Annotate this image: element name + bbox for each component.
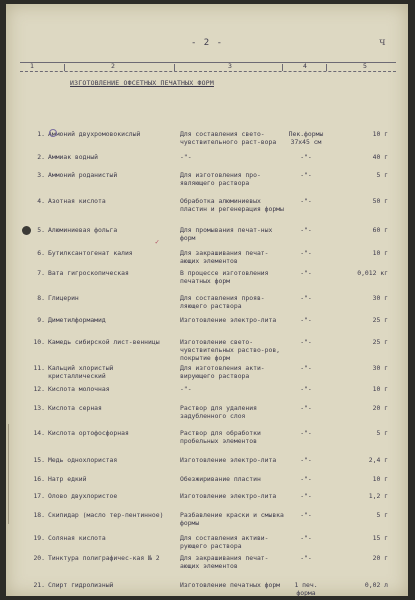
measure-unit: -"- [300, 385, 312, 393]
column-separator [174, 64, 175, 71]
row-number: 21. [33, 581, 45, 589]
usage-purpose: Обработка алюминиевых пластин и регенерация формы [180, 197, 284, 213]
quantity: 5 г [376, 171, 388, 179]
measure-unit: -"- [300, 534, 312, 542]
material-name: Аммиак водный [48, 153, 99, 161]
usage-purpose: Для закрашивания печат-ающих элементов [180, 249, 269, 265]
usage-purpose: Для составления свето-чувствительного раст-вора [180, 130, 277, 146]
quantity: 10 г [372, 130, 388, 138]
usage-purpose: Для изготовления акти-вирующего раствора [180, 364, 265, 380]
binder-hole [22, 226, 31, 235]
page-edge-shadow [8, 424, 14, 524]
corner-mark: ч [379, 37, 386, 48]
quantity: 0,02 л [364, 581, 388, 589]
quantity: 25 г [372, 316, 388, 324]
material-name: Тинктура полиграфичес-кая № 2 [48, 554, 160, 562]
material-name: Бутилксантогенат калия [48, 249, 133, 257]
usage-purpose: Для составления прояв-ляющего раствора [180, 294, 265, 310]
quantity: 30 г [372, 294, 388, 302]
section-heading: ИЗГОТОВЛЕНИЕ ОФСЕТНЫХ ПЕЧАТНЫХ ФОРМ [70, 79, 214, 87]
material-name: Глицерин [48, 294, 79, 302]
measure-unit: -"- [300, 475, 312, 483]
usage-purpose: Обезжиривание пластин [180, 475, 261, 483]
usage-purpose: Для промывания печат-ных форм [180, 226, 273, 242]
quantity: 60 г [372, 226, 388, 234]
material-name: Алюминиевая фольга [48, 226, 118, 234]
usage-purpose: Раствор для обработки пробельных элементов [180, 429, 261, 445]
measure-unit: -"- [300, 511, 312, 519]
measure-unit: -"- [300, 338, 312, 346]
row-number: 18. [33, 511, 45, 519]
column-number-2: 2 [111, 62, 115, 70]
usage-purpose: Разбавление краски и смывка формы [180, 511, 284, 527]
material-name: Камедь сибирской лист-венницы [48, 338, 160, 346]
usage-purpose: -"- [180, 153, 192, 161]
usage-purpose: Для изготовления про-являющего раствора [180, 171, 261, 187]
column-separator [326, 64, 327, 71]
header-rule-top [20, 62, 396, 63]
measure-unit: -"- [300, 294, 312, 302]
row-number: 7. [37, 269, 45, 277]
material-name: Кальций хлористый кристаллический [48, 364, 114, 380]
document-page [6, 4, 408, 596]
material-name: Кислота молочная [48, 385, 110, 393]
material-name: Аммоний роданистый [48, 171, 118, 179]
material-name: Кислота серная [48, 404, 102, 412]
quantity: 5 г [376, 511, 388, 519]
page-number: - 2 - [190, 38, 224, 48]
usage-purpose: Изготовление электро-лита [180, 456, 277, 464]
row-number: 9. [37, 316, 45, 324]
row-number: 19. [33, 534, 45, 542]
material-name: Кислота ортофосфорная [48, 429, 129, 437]
usage-purpose: Изготовление электро-лита [180, 492, 277, 500]
material-name: Диметилформамид [48, 316, 106, 324]
material-name: Аммоний двухромовокислый [48, 130, 141, 138]
row-number: 17. [33, 492, 45, 500]
measure-unit: Пек.формы 37х45 см [288, 130, 324, 146]
row-number: 20. [33, 554, 45, 562]
row-number: 11. [33, 364, 45, 372]
row-number: 2. [37, 153, 45, 161]
quantity: 10 г [372, 249, 388, 257]
usage-purpose: В процессе изготовления печатных форм [180, 269, 269, 285]
row-number: 8. [37, 294, 45, 302]
measure-unit: -"- [300, 316, 312, 324]
measure-unit: -"- [300, 492, 312, 500]
measure-unit: -"- [300, 153, 312, 161]
row-number: 1. [37, 130, 45, 138]
measure-unit: -"- [300, 554, 312, 562]
measure-unit: 1 печ. форма [294, 581, 318, 597]
material-name: Натр едкий [48, 475, 87, 483]
quantity: 25 г [372, 338, 388, 346]
quantity: 10 г [372, 385, 388, 393]
handwritten-circle-mark [49, 129, 57, 137]
row-number: 13. [33, 404, 45, 412]
quantity: 40 г [372, 153, 388, 161]
row-number: 10. [33, 338, 45, 346]
measure-unit: -"- [300, 171, 312, 179]
quantity: 0,012 кг [357, 269, 388, 277]
measure-unit: -"- [300, 364, 312, 372]
row-number: 14. [33, 429, 45, 437]
material-name: Спирт гидролизный [48, 581, 114, 589]
material-name: Олово двухлористое [48, 492, 118, 500]
measure-unit: -"- [300, 249, 312, 257]
usage-purpose: Раствор для удаления задубленного слоя [180, 404, 257, 420]
material-name: Вата гигроскопическая [48, 269, 129, 277]
usage-purpose: Для составления активи-рующего раствора [180, 534, 269, 550]
quantity: 5 г [376, 429, 388, 437]
quantity: 15 г [372, 534, 388, 542]
measure-unit: -"- [300, 429, 312, 437]
row-number: 16. [33, 475, 45, 483]
material-name: Азотная кислота [48, 197, 106, 205]
material-name: Соляная кислота [48, 534, 106, 542]
column-separator [282, 64, 283, 71]
quantity: 20 г [372, 404, 388, 412]
column-separator [64, 64, 65, 71]
column-number-3: 3 [228, 62, 232, 70]
usage-purpose: -"- [180, 385, 192, 393]
row-number: 12. [33, 385, 45, 393]
row-number: 5. [37, 226, 45, 234]
column-number-4: 4 [303, 62, 307, 70]
column-number-5: 5 [363, 62, 367, 70]
header-rule-bottom [20, 71, 396, 72]
usage-purpose: Изготовление электро-лита [180, 316, 277, 324]
usage-purpose: Для закрашивания печат-ающих элементов [180, 554, 269, 570]
column-number-1: 1 [30, 62, 34, 70]
quantity: 50 г [372, 197, 388, 205]
measure-unit: -"- [300, 269, 312, 277]
row-number: 4. [37, 197, 45, 205]
handwritten-check-mark: ✓ [155, 238, 160, 246]
measure-unit: -"- [300, 404, 312, 412]
quantity: 10 г [372, 475, 388, 483]
quantity: 2,4 г [368, 456, 388, 464]
usage-purpose: Изготовление печатных форм [180, 581, 281, 589]
usage-purpose: Изготовление свето-чувствительных раство-ров, покрытие форм [180, 338, 281, 362]
measure-unit: -"- [300, 226, 312, 234]
measure-unit: -"- [300, 197, 312, 205]
measure-unit: -"- [300, 456, 312, 464]
quantity: 20 г [372, 554, 388, 562]
material-name: Медь однохлористая [48, 456, 118, 464]
material-name: Скипидар (масло тер-пентинное) [48, 511, 164, 519]
quantity: 30 г [372, 364, 388, 372]
row-number: 3. [37, 171, 45, 179]
row-number: 15. [33, 456, 45, 464]
row-number: 6. [37, 249, 45, 257]
quantity: 1,2 г [368, 492, 388, 500]
